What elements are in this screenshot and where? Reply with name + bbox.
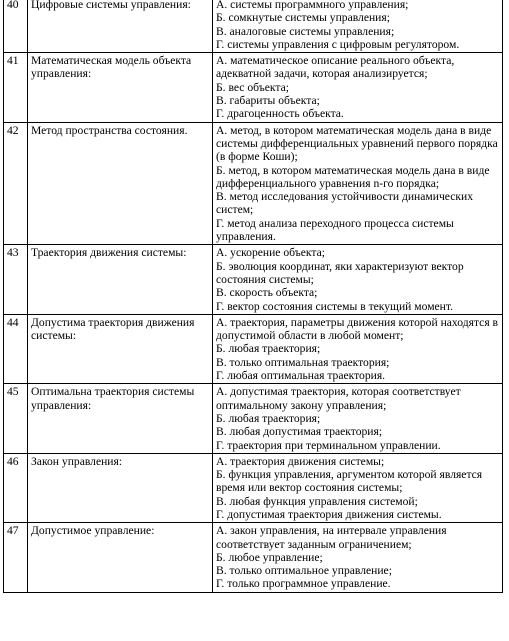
answer-options: [213, 0, 503, 53]
questions-table: [3, 0, 503, 593]
question-text: Траектория движения системы:: [28, 245, 213, 314]
question-text: Цифровые системы управления:: [28, 0, 213, 53]
question-number: 41: [4, 53, 28, 122]
answer-option-g: Г. любая оптимальная траектория.: [216, 369, 386, 383]
answer-option-g: Г. только программное управление.: [216, 577, 391, 591]
answer-option-b: Б. эволюция координат, яки характеризуют вектор состояния системы;: [216, 259, 464, 286]
answer-option-v: В. только оптимальная траектория;: [216, 355, 390, 369]
question-text: Оптимальна траектория системы управления:: [28, 384, 213, 453]
answer-option-g: Г. метод анализа переходного процесса системы управления.: [216, 216, 454, 244]
question-row-40: [4, 0, 503, 53]
question-number: 45: [4, 384, 28, 453]
answer-options: [213, 384, 503, 453]
question-text: Математическая модель объекта управления:: [28, 53, 213, 122]
question-text: Допустима траектория движения системы:: [28, 314, 213, 383]
answer-option-a: А. ускорение объекта;: [216, 246, 325, 260]
answer-option-v: В. аналоговые системы управления;: [216, 24, 395, 38]
answer-option-a: А. допустимая траектория, которая соответствует оптимальному закону управления;: [216, 385, 461, 412]
answer-option-v: В. любая допустимая траектория;: [216, 425, 383, 439]
answer-option-g: Г. траектория при терминальном управлении.: [216, 438, 441, 452]
answer-options: [213, 53, 503, 122]
answer-option-v: В. метод исследования устойчивости динамических систем;: [216, 190, 473, 217]
question-number: 40: [4, 0, 28, 53]
question-number: 42: [4, 122, 28, 245]
question-row-42: [4, 122, 503, 245]
answer-option-g: Г. вектор состояния системы в текущий момент.: [216, 299, 453, 313]
answer-option-g: Г. драгоценность объекта.: [216, 107, 344, 121]
answer-options: [213, 453, 503, 522]
answer-options: [213, 122, 503, 245]
answer-option-v: В. скорость объекта;: [216, 286, 318, 300]
answer-option-b: Б. сомкнутые системы управления;: [216, 11, 390, 25]
question-number: 44: [4, 314, 28, 383]
question-row-41: [4, 53, 503, 122]
question-row-46: [4, 453, 503, 522]
answer-option-a: А. системы программного управления;: [216, 0, 409, 11]
answer-option-v: В. габариты объекта;: [216, 94, 320, 108]
question-text: Закон управления:: [28, 453, 213, 522]
question-number: 43: [4, 245, 28, 314]
answer-option-b: Б. любая траектория;: [216, 342, 321, 356]
question-number: 46: [4, 453, 28, 522]
answer-option-g: Г. системы управления с цифровым регулятором.: [216, 37, 460, 51]
answer-option-v: В. любая функция управления системой;: [216, 494, 418, 508]
answer-option-b: Б. функция управления, аргументом которой является время или вектор состояния системы;: [216, 468, 483, 495]
answer-options: [213, 523, 503, 592]
question-row-44: [4, 314, 503, 383]
questions-table-body: [4, 0, 503, 592]
answer-option-b: Б. вес объекта;: [216, 80, 289, 94]
question-text: Метод пространства состояния.: [28, 122, 213, 245]
question-number: 47: [4, 523, 28, 592]
answer-option-a: А. траектория, параметры движения которой находятся в допустимой области в любой момент;: [216, 315, 499, 343]
answer-option-b: Б. любое управление;: [216, 550, 323, 564]
question-row-45: [4, 384, 503, 453]
answer-options: [213, 314, 503, 383]
answer-option-b: Б. любая траектория;: [216, 411, 321, 425]
answer-option-a: А. математическое описание реального объекта, адекватной задачи, которая анализируется;: [216, 54, 455, 81]
answer-option-v: В. только оптимальное управление;: [216, 564, 392, 578]
question-row-47: [4, 523, 503, 592]
answer-option-a: А. траектория движения системы;: [216, 454, 385, 468]
answer-option-a: А. закон управления, на интервале управления соответствует заданным ограничением;: [216, 524, 447, 551]
question-row-43: [4, 245, 503, 314]
answer-option-a: А. метод, в котором математическая модель дана в виде системы дифференциальных уравнений первого порядка (в форме Коши);: [216, 123, 498, 164]
answer-option-g: Г. допустимая траектория движения системы.: [216, 507, 442, 521]
answer-option-b: Б. метод, в котором математическая модель дана в виде дифференциального уравнения n-го порядка;: [216, 163, 490, 190]
question-text: Допустимое управление:: [28, 523, 213, 592]
answer-options: [213, 245, 503, 314]
